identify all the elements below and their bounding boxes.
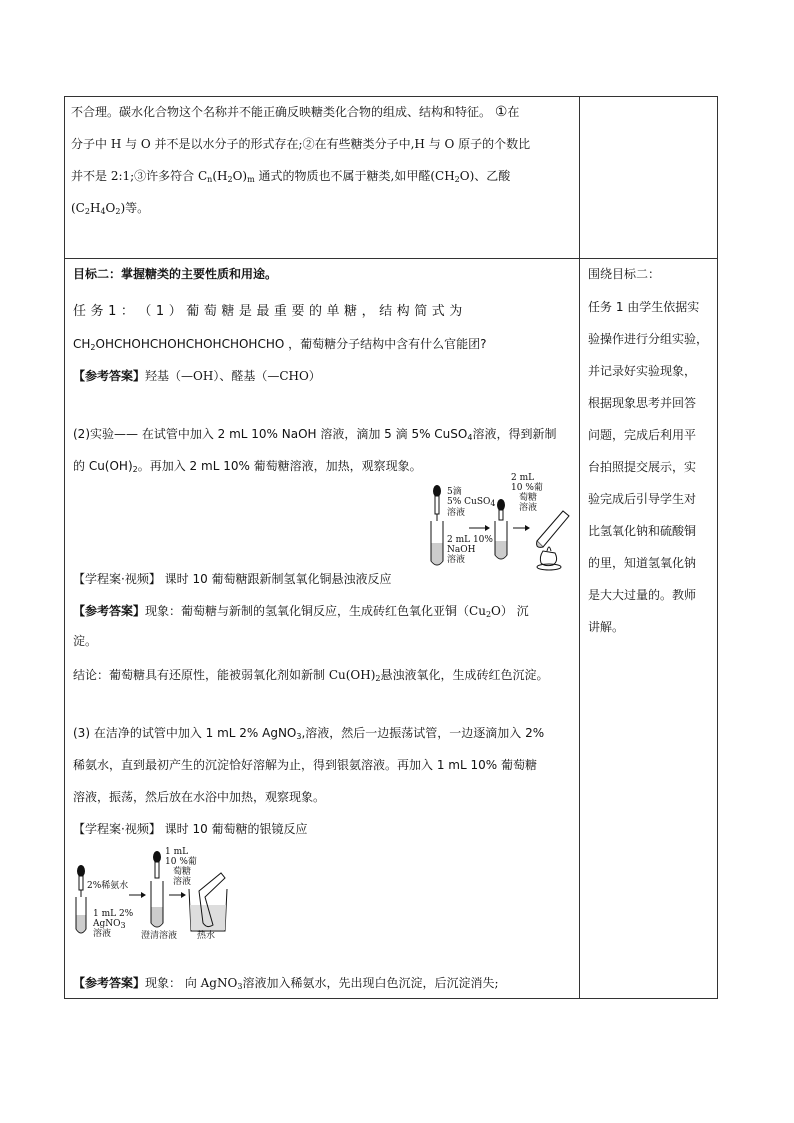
sidebar-line-1: 围绕目标二：	[588, 267, 661, 281]
fig1-glucose-c: 萄糖	[519, 493, 538, 503]
fig2-glucose-b: 10 %葡	[165, 857, 197, 867]
top-line-1: 不合理。碳水化合物这个名称并不能正确反映糖类化合物的组成、结构和特征。 ①在	[71, 104, 520, 120]
sidebar-line-3: 验操作进行分组实验，	[588, 332, 709, 346]
teacher-notes-cell	[579, 258, 718, 999]
sidebar-line-6: 问题，完成后利用平	[588, 428, 697, 442]
goal-two-cell	[64, 258, 580, 999]
sidebar-line-11: 是大大过量的。教师	[588, 588, 697, 602]
fig2-ammonia: 2%稀氨水	[87, 881, 129, 891]
video-1: 【学程案·视频】 课时 10 葡萄糖跟新制氢氧化铜悬浊液反应	[73, 572, 392, 586]
video-2: 【学程案·视频】 课时 10 葡萄糖的银镜反应	[73, 822, 308, 836]
fig2-glucose-c: 萄糖	[173, 867, 192, 877]
sidebar-line-7: 台拍照提交展示，实	[588, 460, 697, 474]
exp2-line-1: (2)实验—— 在试管中加入 2 mL 10% NaOH 溶液，滴加 5 滴 5% CuSO$_4$溶液，得到新制	[73, 427, 557, 442]
fig1-drops: 5滴	[447, 487, 462, 497]
fig1-naoh-b: NaOH	[447, 545, 476, 555]
exp3-line-1: (3) 在洁净的试管中加入 1 mL 2% AgNO$_3$,溶液，然后一边振荡试管，一边逐滴加入 2%	[73, 726, 545, 741]
fig1-glucose-d: 溶液	[519, 503, 538, 513]
fig1-glucose-a: 2 mL	[511, 473, 535, 483]
fig2-glucose-a: 1 mL	[165, 847, 189, 857]
top-content-cell	[64, 96, 580, 259]
fig1-naoh-c: 溶液	[447, 555, 466, 565]
fig1-naoh-a: 2 mL 10%	[447, 535, 493, 545]
answer-2-line-2: 淀。	[73, 634, 98, 648]
sidebar-line-12: 讲解。	[588, 620, 625, 634]
fig2-ag-a: 1 mL 2%	[93, 909, 134, 919]
fig1-cuso4: 5% CuSO$_4$	[447, 497, 496, 508]
exp3-line-2: 稀氨水，直到最初产生的沉淀恰好溶解为止，得到银氨溶液。再加入 1 mL 10% 葡萄糖	[73, 758, 537, 772]
fig1-glucose-b: 10 %葡	[511, 483, 543, 493]
sidebar-line-10: 的里，知道氢氧化钠	[588, 556, 697, 570]
fig2-glucose-d: 溶液	[173, 877, 192, 887]
sidebar-line-5: 根据现象思考并回答	[588, 396, 697, 410]
exp2-line-2: 的 $Cu(OH)_2$。再加入 2 mL 10% 葡萄糖溶液，加热，观察现象。	[73, 459, 422, 474]
top-side-cell	[579, 96, 718, 259]
sidebar-line-2: 任务 1 由学生依据实	[588, 300, 700, 314]
lesson-table	[64, 96, 718, 999]
fig2-hot-water: 热水	[197, 931, 216, 941]
conclusion: 结论：葡萄糖具有还原性，能被弱氧化剂如新制 $Cu(OH)_2$悬浊液氧化，生成砖红色沉淀。	[73, 668, 549, 683]
fig2-clear: 澄清溶液	[141, 931, 178, 941]
sidebar-line-9: 比氢氧化钠和硫酸铜	[588, 524, 697, 538]
sidebar-line-4: 并记录好实验现象，	[588, 364, 697, 378]
silver-mirror-figure	[73, 847, 263, 941]
exp3-line-3: 溶液，振荡，然后放在水浴中加热，观察现象。	[73, 790, 326, 804]
fig2-ag-c: 溶液	[93, 929, 112, 939]
sidebar-line-8: 验完成后引导学生对	[588, 492, 697, 506]
top-line-2: 分子中 H 与 O 并不是以水分子的形式存在;②在有些糖类分子中,H 与 O 原子的个数比	[71, 137, 531, 151]
top-line-4: $(C_2H_4O_2)$等。	[71, 201, 150, 216]
goal-two-heading: 目标二：掌握糖类的主要性质和用途。	[73, 267, 278, 281]
task1-line-1: 任 务 1 ： （ 1 ） 葡 萄 糖 是 最 重 要 的 单 糖 ， 结 构 简 式 为	[73, 304, 463, 319]
answer-2: 【参考答案】现象：葡萄糖与新制的氢氧化铜反应，生成砖红色氧化亚铜$(Cu_2O)$ 沉	[73, 604, 529, 619]
fig1-solution: 溶液	[447, 508, 466, 518]
task1-line-2: $CH_2OHCHOHCHOHCHOHCHOHCHO$ ，葡萄糖分子结构中含有什么官能团?	[73, 337, 487, 352]
top-line-3: 并不是 2:1;③许多符合 $C_n(H_2O)_m$ 通式的物质也不属于糖类,如甲醛$(CH_2O)$、乙酸	[71, 169, 511, 184]
fig2-ag-b: AgNO$_3$	[93, 919, 126, 930]
answer-3: 【参考答案】现象： 向 AgNO$_3$溶液加入稀氨水，先出现白色沉淀，后沉淀消失;	[73, 976, 499, 991]
answer-1: 【参考答案】羟基（—OH）、醛基（—CHO）	[73, 369, 321, 383]
copper-hydroxide-figure	[425, 473, 575, 573]
